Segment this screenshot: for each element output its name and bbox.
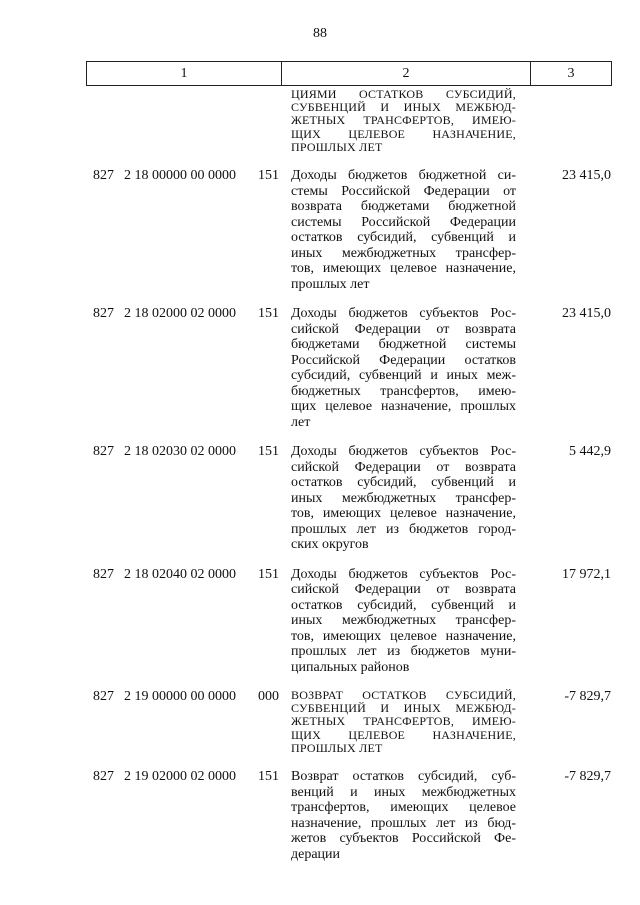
kosgu-code: 151	[258, 306, 279, 322]
description-line: тов, имеющих целевое назначение,	[291, 628, 516, 644]
header-col-1: 1	[87, 62, 282, 85]
admin-code: 827	[93, 168, 114, 184]
description-line: субсидий, субвенций и иных меж-	[291, 368, 516, 384]
description-line: бюджетами бюджетной системы	[291, 337, 516, 353]
description-line: ЦИЯМИ ОСТАТКОВ СУБСИДИЙ,	[291, 88, 516, 101]
description-line: СУБВЕНЦИЙ И ИНЫХ МЕЖБЮД-	[291, 702, 516, 716]
description-line: тов, имеющих целевое назначение,	[291, 261, 516, 277]
amount-value: 23 415,0	[562, 168, 611, 184]
description-line: бюджетных трансфертов, имею-	[291, 383, 516, 399]
amount-value: -7 829,7	[564, 769, 611, 785]
kosgu-code: 151	[258, 444, 279, 460]
description-line: тов, имеющих целевое назначение,	[291, 506, 516, 522]
amount-value: 23 415,0	[562, 306, 611, 322]
income-description	[291, 444, 516, 553]
description-line: остатков субсидий, субвенций и	[291, 230, 516, 246]
kosgu-code: 151	[258, 566, 279, 582]
page-number: 88	[313, 26, 327, 41]
description-line: трансфертов, имеющих целевое	[291, 800, 516, 816]
description-line: иных межбюджетных трансфер-	[291, 613, 516, 629]
table-header	[86, 61, 612, 86]
description-line: назначение, прошлых лет из бюд-	[291, 815, 516, 831]
table-row	[0, 88, 640, 154]
amount-value: 17 972,1	[562, 566, 611, 582]
admin-code: 827	[93, 566, 114, 582]
kosgu-code: 151	[258, 769, 279, 785]
description-line: иных межбюджетных трансфер-	[291, 490, 516, 506]
description-line: Российской Федерации остатков	[291, 352, 516, 368]
income-description	[291, 88, 516, 154]
description-line: ВОЗВРАТ ОСТАТКОВ СУБСИДИЙ,	[291, 689, 516, 703]
admin-code: 827	[93, 689, 114, 705]
kosgu-code: 151	[258, 168, 279, 184]
description-line: жетов субъектов Российской Фе-	[291, 831, 516, 847]
description-line: лет	[291, 414, 311, 430]
amount-value: -7 829,7	[564, 689, 611, 705]
admin-code: 827	[93, 444, 114, 460]
budget-classification-code: 2 18 02000 02 0000	[124, 306, 236, 322]
description-line: прошлых лет из бюджетов муни-	[291, 644, 516, 660]
description-line: стемы Российской Федерации от	[291, 183, 516, 199]
description-line: Доходы бюджетов субъектов Рос-	[291, 566, 516, 582]
table-row	[0, 306, 640, 430]
description-line: прошлых лет из бюджетов город-	[291, 521, 516, 537]
table-row	[0, 689, 640, 755]
budget-classification-code: 2 19 02000 02 0000	[124, 769, 236, 785]
kosgu-code: 000	[258, 689, 279, 705]
description-line: остатков субсидий, субвенций и	[291, 597, 516, 613]
description-line: ЖЕТНЫХ ТРАНСФЕРТОВ, ИМЕЮ-	[291, 114, 516, 128]
description-line: ПРОШЛЫХ ЛЕТ	[291, 741, 383, 755]
table-row	[0, 168, 640, 292]
budget-classification-code: 2 18 00000 00 0000	[124, 168, 236, 184]
income-description	[291, 567, 516, 676]
description-line: сийской Федерации от возврата	[291, 582, 516, 598]
budget-classification-code: 2 18 02040 02 0000	[124, 566, 236, 582]
description-line: Доходы бюджетов субъектов Рос-	[291, 306, 516, 322]
budget-classification-code: 2 19 00000 00 0000	[124, 689, 236, 705]
income-description	[291, 168, 516, 292]
income-description	[291, 306, 516, 430]
table-row	[0, 769, 640, 862]
table-row	[0, 567, 640, 676]
admin-code: 827	[93, 306, 114, 322]
description-line: Доходы бюджетов бюджетной си-	[291, 168, 516, 184]
description-line: СУБВЕНЦИЙ И ИНЫХ МЕЖБЮД-	[291, 101, 516, 115]
amount-value: 5 442,9	[569, 444, 611, 460]
description-line: ЖЕТНЫХ ТРАНСФЕРТОВ, ИМЕЮ-	[291, 715, 516, 729]
description-line: сийской Федерации от возврата	[291, 459, 516, 475]
description-line: возврата бюджетами бюджетной	[291, 199, 516, 215]
description-line: Возврат остатков субсидий, суб-	[291, 769, 516, 785]
description-line: сийской Федерации от возврата	[291, 321, 516, 337]
budget-classification-code: 2 18 02030 02 0000	[124, 444, 236, 460]
income-description	[291, 769, 516, 862]
table-body	[0, 88, 640, 876]
description-line: ципальных районов	[291, 659, 410, 675]
header-col-2: 2	[282, 62, 531, 85]
description-line: системы Российской Федерации	[291, 214, 516, 230]
description-line: прошлых лет	[291, 276, 370, 292]
description-line: ПРОШЛЫХ ЛЕТ	[291, 140, 383, 154]
description-line: Доходы бюджетов субъектов Рос-	[291, 444, 516, 460]
income-description	[291, 689, 516, 755]
description-line: дерации	[291, 846, 341, 862]
description-line: венций и иных межбюджетных	[291, 784, 516, 800]
admin-code: 827	[93, 769, 114, 785]
description-line: ских округов	[291, 537, 369, 553]
description-line: иных межбюджетных трансфер-	[291, 245, 516, 261]
description-line: ЩИХ ЦЕЛЕВОЕ НАЗНАЧЕНИЕ,	[291, 127, 516, 141]
table-row	[0, 444, 640, 553]
description-line: ЩИХ ЦЕЛЕВОЕ НАЗНАЧЕНИЕ,	[291, 728, 516, 742]
header-col-3: 3	[567, 65, 575, 81]
description-line: остатков субсидий, субвенций и	[291, 475, 516, 491]
description-line: щих целевое назначение, прошлых	[291, 399, 516, 415]
